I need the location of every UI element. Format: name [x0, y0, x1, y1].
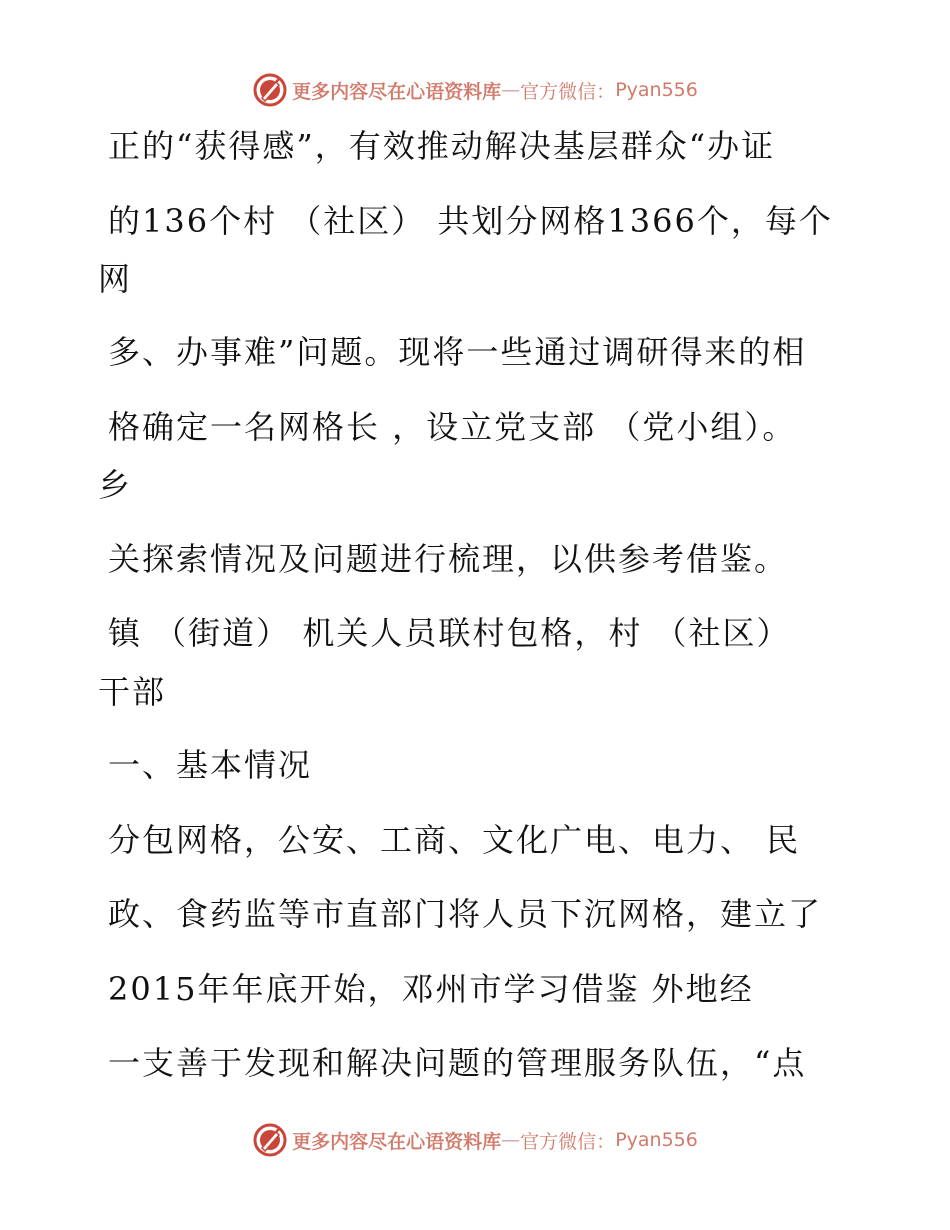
- text-line-8: 镇 （街道） 机关人员联村包格，村 （社区）: [108, 614, 791, 652]
- text-line-12: 政、食药监等市直部门将人员下沉网格，建立了: [108, 895, 823, 933]
- text-line-5: 格确定一名网格长 ，设立党支部 （党小组）。: [108, 408, 797, 446]
- text-line-4: 多、办事难”问题。现将一些通过调研得来的相: [108, 333, 807, 371]
- watermark-separator: —: [501, 79, 521, 101]
- watermark-brand: 更多内容尽在心语资料库: [292, 1130, 502, 1153]
- text-line-2: 的136个村 （社区） 共划分网格1366个，每个: [108, 202, 833, 240]
- text-line-14: 一支善于发现和解决问题的管理服务队伍，“点: [108, 1044, 807, 1082]
- footer-watermark: [0, 1120, 950, 1160]
- text-line-6: 乡: [98, 466, 133, 504]
- watermark-handle: Pyan556: [615, 1129, 698, 1151]
- watermark-separator: —: [501, 1129, 521, 1151]
- text-line-3: 网: [98, 260, 133, 298]
- watermark-contact-label: 官方微信：: [520, 1130, 616, 1153]
- text-line-7: 关探索情况及问题进行梳理，以供参考借鉴。: [108, 540, 789, 578]
- text-line-10: 一、基本情况: [108, 746, 313, 784]
- watermark-brand: 更多内容尽在心语资料库: [292, 80, 502, 103]
- text-line-9: 干部: [98, 673, 167, 711]
- text-line-1: 正的“获得感”，有效推动解决基层群众“办证: [108, 127, 776, 165]
- header-watermark: [0, 70, 950, 110]
- watermark-handle: Pyan556: [615, 79, 698, 101]
- pen-logo-icon: [252, 1122, 288, 1158]
- text-line-13: 2015年年底开始，邓州市学习借鉴 外地经: [108, 970, 754, 1008]
- pen-logo-icon: [252, 72, 288, 108]
- text-line-11: 分包网格，公安、工商、文化广电、电力、 民: [108, 821, 801, 859]
- watermark-contact-label: 官方微信：: [520, 80, 616, 103]
